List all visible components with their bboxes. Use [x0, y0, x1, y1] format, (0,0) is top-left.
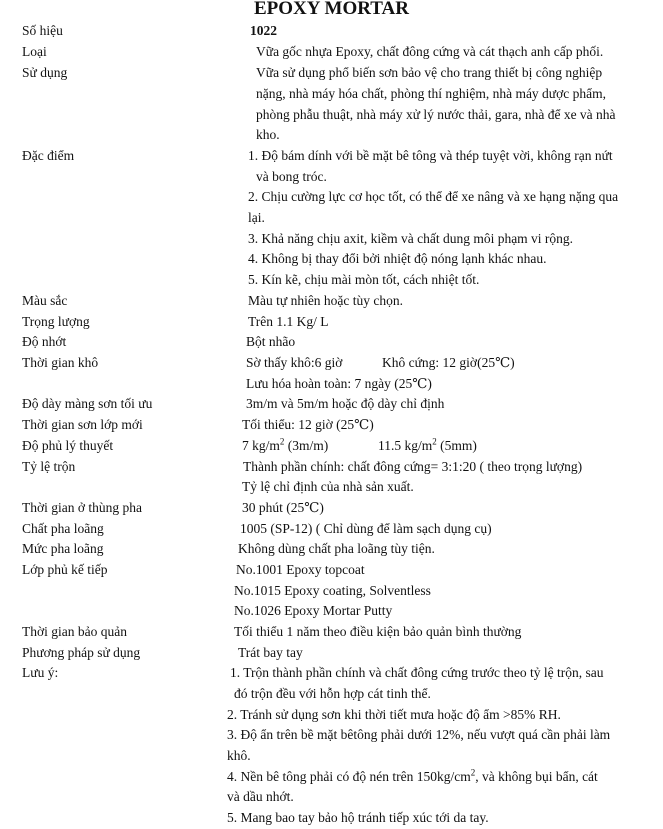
document-title: EPOXY MORTAR — [253, 0, 409, 19]
value-phuong-phap: Trát bay tay — [238, 645, 303, 660]
value-do-phu-3mm: 7 $kg/m^2$ (3m/m) — [242, 436, 329, 453]
label-muc-pha-loang: Mức pha loãng — [22, 541, 104, 556]
label-chat-pha-loang: Chất pha loãng — [22, 521, 104, 536]
note-item: 5. Mang bao tay bảo hộ tránh tiếp xúc tới da tay. — [227, 810, 489, 825]
label-loai: Loại — [22, 44, 47, 59]
label-do-day: Độ dày màng sơn tối ưu — [22, 396, 153, 411]
value-su-dung-line: phòng phẫu thuật, nhà máy xử lý nước thải, gara, nhà để xe và nhà — [256, 107, 616, 122]
label-do-phu: Độ phủ lý thuyết — [22, 438, 114, 453]
value-thoi-gian-lop-moi: Tối thiểu: 12 giờ (25℃) — [242, 417, 374, 432]
label-thoi-gian-lop-moi: Thời gian sơn lớp mới — [22, 417, 143, 432]
value-ty-le-chi-dinh: Tỷ lệ chỉ định của nhà sản xuất. — [242, 479, 414, 494]
value-do-day: 3m/m và 5m/m hoặc độ dày chỉ định — [246, 396, 445, 411]
value-lop-phu-item: No.1026 Epoxy Mortar Putty — [234, 603, 393, 618]
note-item-cont: khô. — [227, 748, 251, 763]
note-item-cont: đó trộn đều với hỗn hợp cát tinh thể. — [234, 686, 431, 701]
note-item: 2. Tránh sử dụng sơn khi thời tiết mưa hoặc độ ẩm >85% RH. — [227, 707, 561, 722]
label-do-nhot: Độ nhớt — [22, 334, 67, 349]
value-lop-phu-item: No.1001 Epoxy topcoat — [236, 562, 365, 577]
value-do-nhot: Bột nhão — [246, 334, 296, 349]
value-mau-sac: Màu tự nhiên hoặc tùy chọn. — [248, 293, 404, 308]
note-item: 1. Trộn thành phần chính và chất đông cứng trước theo tỷ lệ trộn, sau — [230, 665, 604, 680]
label-thoi-gian-kho: Thời gian khô — [22, 355, 99, 370]
value-su-dung-line: Vữa sử dụng phổ biến sơn bảo vệ cho trang thiết bị công nghiệp — [256, 65, 603, 80]
note-item: 4. Nền bê tông phải có độ nén trên $150kg/cm^2$, và không bụi bẩn, cát — [227, 767, 598, 784]
feature-item: 2. Chịu cường lực cơ học tốt, có thể để xe nâng và xe hạng nặng qua — [248, 189, 619, 204]
feature-item: 3. Khả năng chịu axit, kiềm và chất dung môi phạm vi rộng. — [248, 231, 574, 246]
label-luu-y: Lưu ý: — [22, 665, 59, 680]
note-item-cont: và dầu nhớt. — [227, 789, 294, 804]
feature-item: 4. Không bị thay đổi bởi nhiệt độ nóng lạnh khác nhau. — [248, 251, 547, 266]
value-lop-phu-item: No.1015 Epoxy coating, Solventless — [234, 583, 431, 598]
value-so-thay-kho: Sờ thấy khô:6 giờ — [246, 355, 343, 370]
feature-item: 5. Kín kẽ, chịu mài mòn tốt, cách nhiệt tốt. — [248, 272, 480, 287]
value-thoi-gian-thung-pha: 30 phút (25℃) — [242, 500, 324, 515]
label-su-dung: Sử dụng — [22, 65, 68, 80]
value-chat-pha-loang: 1005 (SP-12) ( Chỉ dùng để làm sạch dụng cụ) — [240, 521, 492, 536]
value-trong-luong: Trên 1.1 Kg/ L — [248, 314, 329, 329]
feature-item-cont: và bong tróc. — [256, 169, 327, 184]
value-do-phu-5mm: 11.5 $kg/m^2$ (5mm) — [378, 436, 477, 453]
note-item: 3. Độ ẩn trên bề mặt bêtông phải dưới 12%, nếu vượt quá cần phải làm — [227, 727, 611, 742]
value-thoi-gian-bao-quan: Tối thiểu 1 năm theo điều kiện bảo quản bình thường — [234, 624, 522, 639]
label-thoi-gian-bao-quan: Thời gian bảo quản — [22, 624, 127, 639]
label-mau-sac: Màu sắc — [22, 293, 68, 308]
label-phuong-phap: Phương pháp sử dụng — [22, 645, 141, 660]
value-kho-cung: Khô cứng: 12 giờ(25℃) — [382, 355, 515, 370]
value-so-hieu: 1022 — [250, 23, 277, 38]
value-luu-hoa: Lưu hóa hoàn toàn: 7 ngày (25℃) — [246, 376, 432, 391]
feature-item-cont: lại. — [248, 210, 265, 225]
label-ty-le-tron: Tỷ lệ trộn — [22, 459, 76, 474]
value-muc-pha-loang: Không dùng chất pha loãng tùy tiện. — [238, 541, 435, 556]
value-su-dung-line: kho. — [256, 127, 280, 142]
label-lop-phu: Lớp phủ kế tiếp — [22, 562, 108, 577]
label-so-hieu: Số hiệu — [22, 23, 63, 38]
label-trong-luong: Trọng lượng — [22, 314, 90, 329]
label-dac-diem: Đặc điểm — [22, 148, 75, 163]
value-ty-le-tron: Thành phần chính: chất đông cứng= 3:1:20 ( theo trọng lượng) — [243, 459, 583, 474]
label-thoi-gian-thung-pha: Thời gian ở thùng pha — [22, 500, 143, 515]
value-su-dung-line: nặng, nhà máy hóa chất, phòng thí nghiệm, nhà máy dược phẩm, — [256, 86, 606, 101]
value-loai: Vữa gốc nhựa Epoxy, chất đông cứng và cát thạch anh cấp phối. — [256, 44, 604, 59]
feature-item: 1. Độ bám dính với bề mặt bê tông và thép tuyệt vời, không rạn nứt — [248, 148, 613, 163]
